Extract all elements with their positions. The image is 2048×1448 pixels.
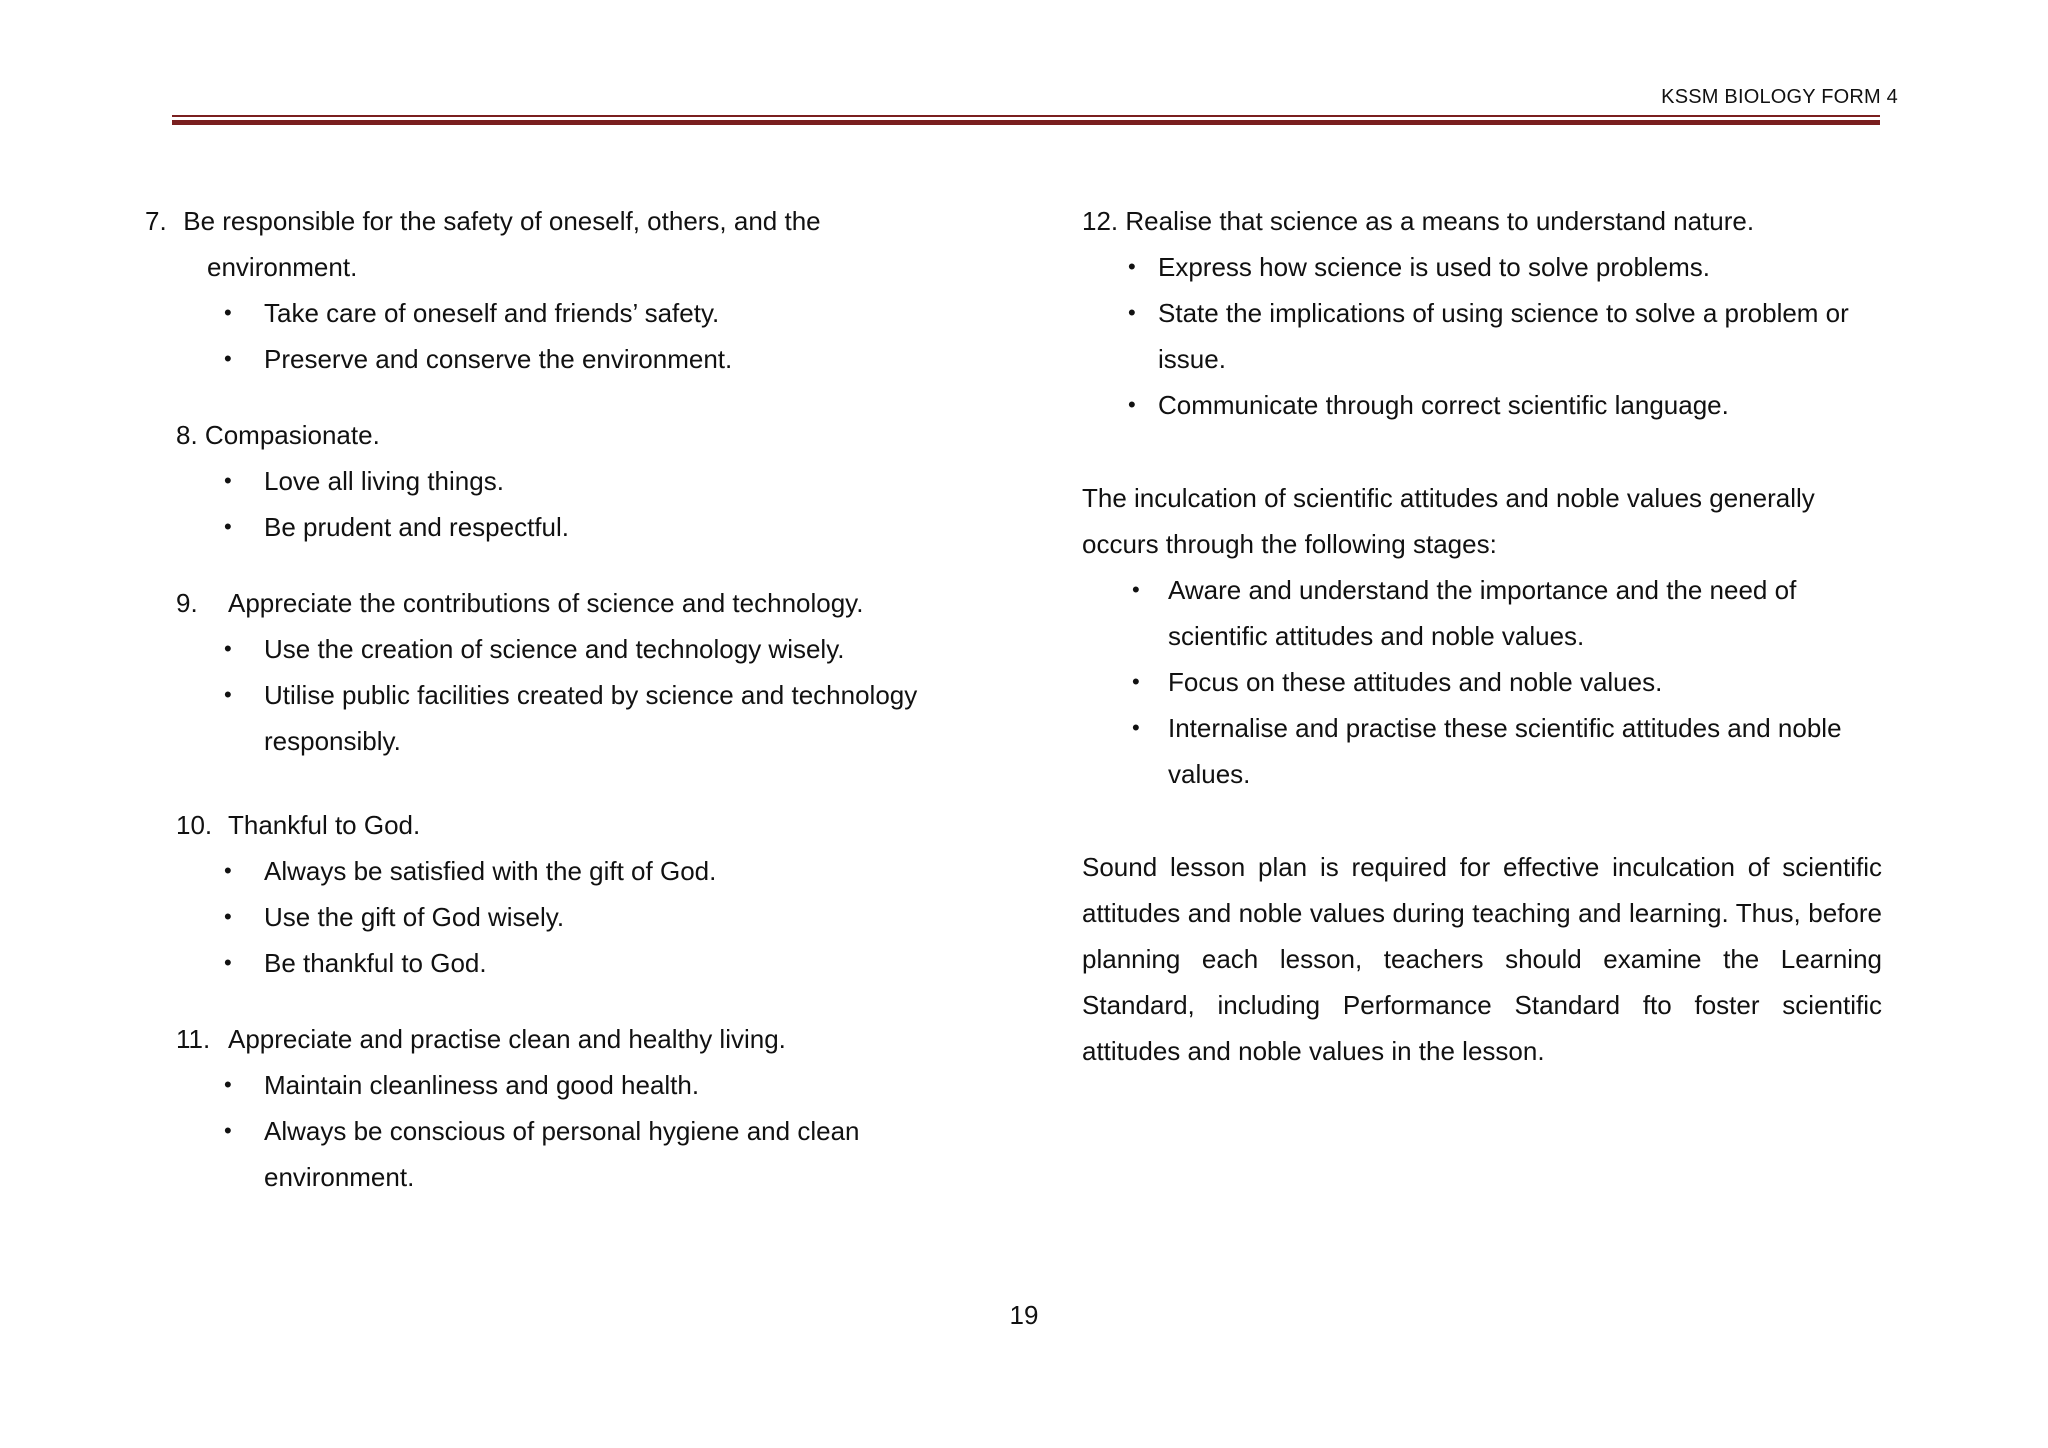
list-item: • Always be satisfied with the gift of God.: [176, 848, 976, 894]
bullet-icon: •: [224, 468, 232, 493]
bullet-icon: •: [224, 858, 232, 883]
list-item: • Preserve and conserve the environment.: [176, 336, 976, 382]
bullet-icon: •: [224, 1072, 232, 1097]
section-7: [145, 198, 976, 382]
section-10: [176, 802, 976, 986]
list-item: • Express how science is used to solve problems.: [1082, 244, 1882, 290]
bullet-icon: •: [1128, 392, 1136, 417]
bullet-icon: •: [224, 300, 232, 325]
bullet-icon: •: [224, 1118, 232, 1143]
bullet-icon: •: [224, 682, 232, 707]
closing-paragraph: Sound lesson plan is required for effective inculcation of scientific attitudes and noble values during teaching and learning. Thus, before planning each lesson, teachers should examine the Learning Standard, including Performance Standard fto foster scientific attitudes and noble values in the lesson.: [1082, 852, 1882, 1066]
bullet-list: [176, 626, 976, 764]
list-item: • Be thankful to God.: [176, 940, 976, 986]
bullet-icon: •: [224, 514, 232, 539]
header-title: KSSM BIOLOGY FORM 4: [1661, 86, 1898, 108]
section-8-heading: [176, 412, 976, 458]
bullet-icon: •: [224, 346, 232, 371]
header-rule-thin: [172, 115, 1880, 117]
bullet-list: [176, 1062, 976, 1200]
bullet-list: [1082, 244, 1882, 428]
section-12-heading: [1082, 198, 1882, 244]
section-number: 8.: [176, 420, 198, 450]
section-text: Be responsible for the safety of oneself, others, and the environment.: [183, 206, 821, 282]
section-text: Appreciate and practise clean and healthy living.: [228, 1024, 786, 1054]
bullet-icon: •: [1132, 577, 1140, 602]
bullet-list: [176, 458, 976, 550]
list-item: • Be prudent and respectful.: [176, 504, 976, 550]
section-11-heading: [176, 1016, 976, 1062]
right-column: [1082, 198, 1882, 1074]
section-11: [176, 1016, 976, 1200]
bullet-icon: •: [224, 950, 232, 975]
section-number: 12.: [1082, 206, 1119, 236]
list-item: • Maintain cleanliness and good health.: [176, 1062, 976, 1108]
list-item: • Aware and understand the importance and the need of scientific attitudes and noble values.: [1082, 567, 1882, 659]
section-text: Thankful to God.: [228, 810, 421, 840]
section-number: 11.: [176, 1024, 211, 1054]
bullet-icon: •: [1132, 715, 1140, 740]
list-item: • Internalise and practise these scientific attitudes and noble values.: [1082, 705, 1882, 797]
bullet-list: [176, 290, 976, 382]
bullet-icon: •: [1132, 669, 1140, 694]
section-9: [176, 580, 976, 764]
section-text: Realise that science as a means to understand nature.: [1125, 206, 1755, 236]
bullet-icon: •: [1128, 300, 1136, 325]
list-item: • Use the gift of God wisely.: [176, 894, 976, 940]
bullet-icon: •: [1128, 254, 1136, 279]
section-9-heading: [176, 580, 976, 626]
list-item: • Use the creation of science and technology wisely.: [176, 626, 976, 672]
bullet-list: [176, 848, 976, 986]
list-item: • Take care of oneself and friends’ safety.: [176, 290, 976, 336]
section-text: Appreciate the contributions of science and technology.: [228, 588, 864, 618]
list-item: • Communicate through correct scientific language.: [1082, 382, 1882, 428]
stages-list: [1082, 567, 1882, 797]
section-7-heading: 7. Be responsible for the safety of oneself, others, and the environment.: [145, 206, 821, 282]
left-column: [145, 198, 976, 1200]
page-number: 19: [1009, 1300, 1039, 1330]
list-item: • Love all living things.: [176, 458, 976, 504]
section-number: 10.: [176, 810, 213, 840]
stages-intro: The inculcation of scientific attitudes and noble values generally occurs through the following stages:: [1082, 483, 1815, 559]
section-number: 9.: [176, 588, 198, 618]
list-item: • Utilise public facilities created by science and technology responsibly.: [176, 672, 976, 764]
list-item: • Focus on these attitudes and noble values.: [1082, 659, 1882, 705]
list-item: • Always be conscious of personal hygiene and clean environment.: [176, 1108, 976, 1200]
bullet-icon: •: [224, 904, 232, 929]
section-8: [176, 412, 976, 550]
section-text: Compasionate.: [204, 420, 380, 450]
header-rule-thick: [172, 120, 1880, 125]
list-item: • State the implications of using science to solve a problem or issue.: [1082, 290, 1882, 382]
section-12: [1082, 198, 1882, 428]
bullet-icon: •: [224, 636, 232, 661]
section-10-heading: [176, 802, 976, 848]
